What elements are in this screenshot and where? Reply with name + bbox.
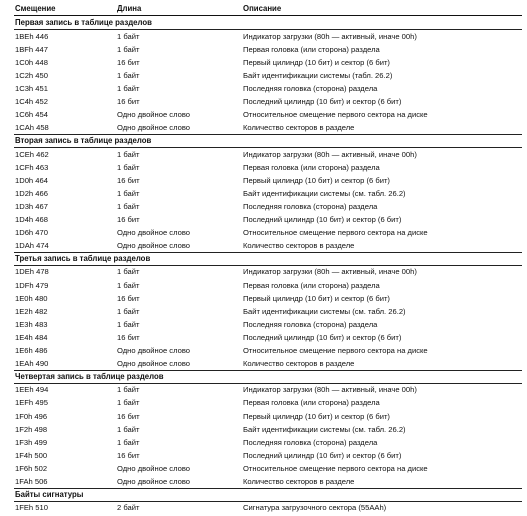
offset-cell: 1C2h 450 bbox=[15, 70, 48, 80]
length-cell: Одно двойное слово bbox=[117, 110, 191, 120]
section-title bbox=[0, 134, 527, 147]
offset-cell: 1DAh 474 bbox=[15, 241, 49, 251]
description-cell: Последняя головка (сторона) раздела bbox=[243, 437, 378, 447]
table-row bbox=[0, 265, 527, 278]
table-row bbox=[0, 475, 527, 488]
description-cell: Последняя головка (сторона) раздела bbox=[243, 201, 378, 211]
length-cell: 16 бит bbox=[117, 332, 140, 342]
length-cell: 1 байт bbox=[117, 398, 140, 408]
offset-cell: 1EAh 490 bbox=[15, 359, 49, 369]
table-row bbox=[0, 121, 527, 134]
length-cell: 1 байт bbox=[117, 162, 140, 172]
header-offset: Смещение bbox=[15, 4, 56, 13]
section-title-text: Байты сигнатуры bbox=[15, 489, 84, 499]
description-cell: Первая головка (или сторона) раздела bbox=[243, 162, 380, 172]
length-cell: 1 байт bbox=[117, 84, 140, 93]
table-row bbox=[0, 305, 527, 318]
offset-cell: 1F0h 496 bbox=[15, 411, 48, 421]
table-row bbox=[0, 200, 527, 213]
table-row bbox=[0, 423, 527, 436]
description-cell: Последний цилиндр (10 бит) и сектор (6 бит) bbox=[243, 450, 402, 460]
description-cell: Последняя головка (сторона) раздела bbox=[243, 84, 378, 93]
offset-cell: 1FEh 510 bbox=[15, 503, 48, 513]
description-cell: Индикатор загрузки (80h — активный, иначе 00h) bbox=[243, 149, 417, 159]
table-row bbox=[0, 292, 527, 305]
offset-cell: 1BFh 447 bbox=[15, 44, 48, 54]
offset-cell: 1D6h 470 bbox=[15, 228, 48, 238]
description-cell: Байт идентификации системы (см. табл. 26.2) bbox=[243, 424, 406, 434]
description-cell: Относительное смещение первого сектора на диске bbox=[243, 110, 428, 120]
length-cell: 1 байт bbox=[117, 319, 140, 329]
description-cell: Первый цилиндр (10 бит) и сектор (6 бит) bbox=[243, 175, 390, 185]
length-cell: 1 байт bbox=[117, 31, 140, 41]
offset-cell: 1DEh 478 bbox=[15, 267, 49, 277]
offset-cell: 1F3h 499 bbox=[15, 437, 48, 447]
table-row bbox=[0, 82, 527, 95]
description-cell: Байт идентификации системы (см. табл. 26.2) bbox=[243, 188, 406, 198]
length-cell: 1 байт bbox=[117, 437, 140, 447]
description-cell: Последняя головка (сторона) раздела bbox=[243, 319, 378, 329]
length-cell: 1 байт bbox=[117, 280, 140, 290]
offset-cell: 1C6h 454 bbox=[15, 110, 48, 120]
section-title-text: Первая запись в таблице разделов bbox=[15, 18, 152, 27]
table-row bbox=[0, 357, 527, 370]
table-row bbox=[0, 43, 527, 56]
length-cell: 1 байт bbox=[117, 70, 140, 80]
section-title-text: Вторая запись в таблице разделов bbox=[15, 135, 152, 145]
description-cell: Сигнатура загрузочного сектора (55AAh) bbox=[243, 503, 387, 513]
description-cell: Количество секторов в разделе bbox=[243, 359, 355, 369]
length-cell: 1 байт bbox=[117, 44, 140, 54]
description-cell: Количество секторов в разделе bbox=[243, 477, 355, 486]
description-cell: Первая головка (или сторона) раздела bbox=[243, 280, 380, 290]
table-row bbox=[0, 318, 527, 331]
offset-cell: 1FAh 506 bbox=[15, 477, 48, 486]
offset-cell: 1F2h 498 bbox=[15, 424, 48, 434]
length-cell: Одно двойное слово bbox=[117, 346, 191, 355]
offset-cell: 1D0h 464 bbox=[15, 175, 48, 185]
header-description: Описание bbox=[243, 4, 282, 13]
description-cell: Относительное смещение первого сектора на диске bbox=[243, 346, 428, 355]
length-cell: 1 байт bbox=[117, 267, 140, 277]
description-cell: Первая головка (или сторона) раздела bbox=[243, 398, 380, 408]
offset-cell: 1D3h 467 bbox=[15, 201, 48, 211]
section-title-text: Четвертая запись в таблице разделов bbox=[15, 371, 164, 381]
table-row bbox=[0, 69, 527, 82]
length-cell: Одно двойное слово bbox=[117, 477, 191, 486]
description-cell: Первый цилиндр (10 бит) и сектор (6 бит) bbox=[243, 293, 390, 303]
description-cell: Количество секторов в разделе bbox=[243, 123, 355, 133]
section-title bbox=[0, 16, 527, 29]
offset-cell: 1BEh 446 bbox=[15, 31, 49, 41]
offset-cell: 1E0h 480 bbox=[15, 293, 48, 303]
description-cell: Индикатор загрузки (80h — активный, иначе 00h) bbox=[243, 267, 417, 277]
table-row bbox=[0, 174, 527, 187]
table-row bbox=[0, 239, 527, 252]
offset-cell: 1E4h 484 bbox=[15, 332, 48, 342]
table-row bbox=[0, 161, 527, 174]
table-row bbox=[0, 148, 527, 161]
length-cell: 2 байт bbox=[117, 503, 140, 513]
length-cell: 1 байт bbox=[117, 188, 140, 198]
description-cell: Байт идентификации системы (табл. 26.2) bbox=[243, 70, 393, 80]
offset-cell: 1CAh 458 bbox=[15, 123, 49, 133]
table-row bbox=[0, 449, 527, 462]
offset-cell: 1E6h 486 bbox=[15, 346, 48, 355]
description-cell: Количество секторов в разделе bbox=[243, 241, 355, 251]
offset-cell: 1DFh 479 bbox=[15, 280, 49, 290]
offset-cell: 1EEh 494 bbox=[15, 385, 49, 395]
description-cell: Первый цилиндр (10 бит) и сектор (6 бит) bbox=[243, 57, 390, 67]
offset-cell: 1E2h 482 bbox=[15, 306, 48, 316]
length-cell: Одно двойное слово bbox=[117, 123, 191, 133]
table-row bbox=[0, 436, 527, 449]
offset-cell: 1F4h 500 bbox=[15, 450, 48, 460]
description-cell: Индикатор загрузки (80h — активный, иначе 00h) bbox=[243, 385, 417, 395]
table-row bbox=[0, 410, 527, 423]
offset-cell: 1C3h 451 bbox=[15, 84, 48, 93]
section-title bbox=[0, 488, 527, 501]
length-cell: Одно двойное слово bbox=[117, 228, 191, 238]
length-cell: 16 бит bbox=[117, 411, 140, 421]
offset-cell: 1C0h 448 bbox=[15, 57, 48, 67]
description-cell: Относительное смещение первого сектора на диске bbox=[243, 228, 428, 238]
length-cell: 1 байт bbox=[117, 385, 140, 395]
offset-cell: 1CFh 463 bbox=[15, 162, 49, 172]
section-title-text: Третья запись в таблице разделов bbox=[15, 253, 151, 263]
length-cell: 16 бит bbox=[117, 57, 140, 67]
length-cell: 16 бит bbox=[117, 97, 140, 107]
offset-cell: 1D4h 468 bbox=[15, 215, 48, 224]
header-length: Длина bbox=[117, 4, 142, 13]
length-cell: Одно двойное слово bbox=[117, 359, 191, 369]
table-row bbox=[0, 213, 527, 226]
table-row bbox=[0, 396, 527, 409]
table-row bbox=[0, 187, 527, 200]
length-cell: 1 байт bbox=[117, 424, 140, 434]
table-row bbox=[0, 30, 527, 43]
table-row bbox=[0, 501, 527, 514]
description-cell: Последний цилиндр (10 бит) и сектор (6 бит) bbox=[243, 332, 402, 342]
length-cell: Одно двойное слово bbox=[117, 463, 191, 473]
length-cell: 16 бит bbox=[117, 450, 140, 460]
table-header bbox=[0, 2, 527, 15]
description-cell: Индикатор загрузки (80h — активный, иначе 00h) bbox=[243, 31, 417, 41]
table-row bbox=[0, 279, 527, 292]
description-cell: Относительное смещение первого сектора на диске bbox=[243, 463, 428, 473]
offset-cell: 1EFh 495 bbox=[15, 398, 48, 408]
section-title bbox=[0, 252, 527, 265]
description-cell: Байт идентификации системы (см. табл. 26.2) bbox=[243, 306, 406, 316]
description-cell: Последний цилиндр (10 бит) и сектор (6 бит) bbox=[243, 215, 402, 224]
table-row bbox=[0, 462, 527, 475]
length-cell: 1 байт bbox=[117, 149, 140, 159]
table-row bbox=[0, 344, 527, 357]
table-row bbox=[0, 226, 527, 239]
offset-cell: 1D2h 466 bbox=[15, 188, 48, 198]
table-row bbox=[0, 108, 527, 121]
offset-cell: 1E3h 483 bbox=[15, 319, 48, 329]
table-row bbox=[0, 95, 527, 108]
description-cell: Первая головка (или сторона) раздела bbox=[243, 44, 380, 54]
offset-cell: 1CEh 462 bbox=[15, 149, 49, 159]
length-cell: 16 бит bbox=[117, 175, 140, 185]
length-cell: 1 байт bbox=[117, 201, 140, 211]
table-row bbox=[0, 331, 527, 344]
offset-cell: 1C4h 452 bbox=[15, 97, 48, 107]
section-title bbox=[0, 370, 527, 383]
table-row bbox=[0, 56, 527, 69]
length-cell: Одно двойное слово bbox=[117, 241, 191, 251]
table-row bbox=[0, 383, 527, 396]
length-cell: 1 байт bbox=[117, 306, 140, 316]
description-cell: Первый цилиндр (10 бит) и сектор (6 бит) bbox=[243, 411, 390, 421]
description-cell: Последний цилиндр (10 бит) и сектор (6 бит) bbox=[243, 97, 402, 107]
length-cell: 16 бит bbox=[117, 293, 140, 303]
length-cell: 16 бит bbox=[117, 215, 140, 224]
offset-cell: 1F6h 502 bbox=[15, 463, 48, 473]
